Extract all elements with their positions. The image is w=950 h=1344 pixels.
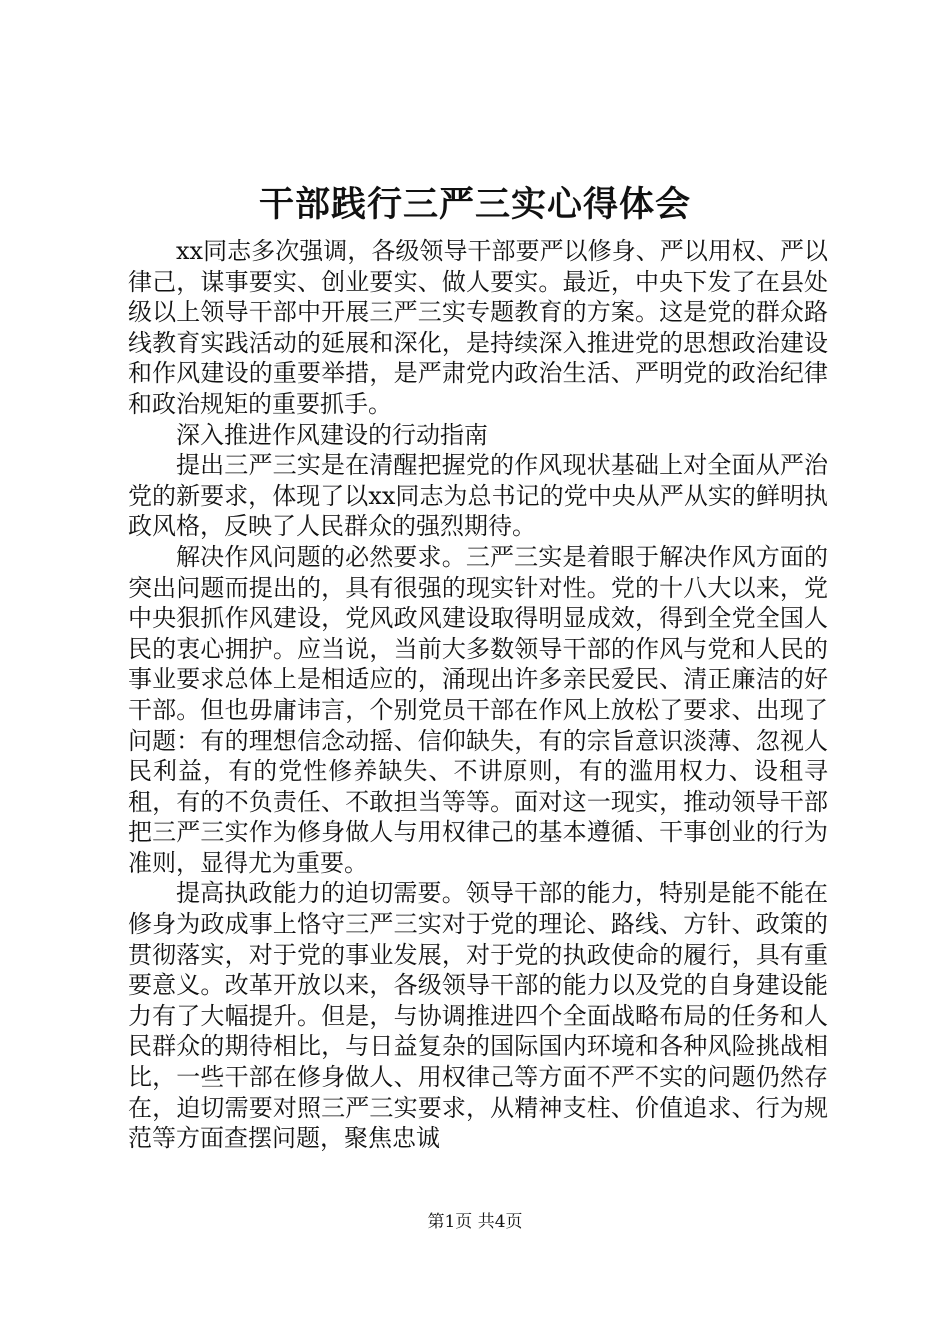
page-number: 第1页 共4页 xyxy=(427,1212,523,1232)
document-body xyxy=(128,236,828,1154)
paragraph-intro: xx同志多次强调，各级领导干部要严以修身、严以用权、严以律己，谋事要实、创业要实、做人要实。最近，中央下发了在县处级以上领导干部中开展三严三实专题教育的方案。这是党的群众路线教育实践活动的延展和深化，是持续深入推进党的思想政治建设和作风建设的重要举措，是严肃党内政治生活、严明党的政治纪律和政治规矩的重要抓手。 xyxy=(128,237,828,418)
paragraph-style-problems: 解决作风问题的必然要求。三严三实是着眼于解决作风方面的突出问题而提出的，具有很强的现实针对性。党的十八大以来，党中央狠抓作风建设，党风政风建设取得明显成效，得到全党全国人民的衷心拥护。应当说，当前大多数领导干部的作风与党和人民的事业要求总体上是相适应的，涌现出许多亲民爱民、清正廉洁的好干部。但也毋庸讳言，个别党员干部在作风上放松了要求、出现了问题：有的理想信念动摇、信仰缺失，有的宗旨意识淡薄、忽视人民利益，有的党性修养缺失、不讲原则，有的滥用权力、设租寻租，有的不负责任、不敢担当等等。面对这一现实，推动领导干部把三严三实作为修身做人与用权律己的基本遵循、干事创业的行为准则，显得尤为重要。 xyxy=(128,542,828,877)
document-title: 干部践行三严三实心得体会 xyxy=(258,184,691,225)
paragraph-proposal: 提出三严三实是在清醒把握党的作风现状基础上对全面从严治党的新要求，体现了以xx同志为总书记的党中央从严从实的鲜明执政风格，反映了人民群众的强烈期待。 xyxy=(128,451,828,541)
section-heading: 深入推进作风建设的行动指南 xyxy=(176,420,488,449)
paragraph-governance-capacity: 提高执政能力的迫切需要。领导干部的能力，特别是能不能在修身为政成事上恪守三严三实对于党的理论、路线、方针、政策的贯彻落实，对于党的事业发展，对于党的执政使命的履行，具有重要意义。改革开放以来，各级领导干部的能力以及党的自身建设能力有了大幅提升。但是，与协调推进四个全面战略布局的任务和人民群众的期待相比，与日益复杂的国际国内环境和各种风险挑战相比，一些干部在修身做人、用权律己等方面不严不实的问题仍然存在，迫切需要对照三严三实要求，从精神支柱、价值追求、行为规范等方面查摆问题，聚焦忠诚 xyxy=(128,879,828,1153)
